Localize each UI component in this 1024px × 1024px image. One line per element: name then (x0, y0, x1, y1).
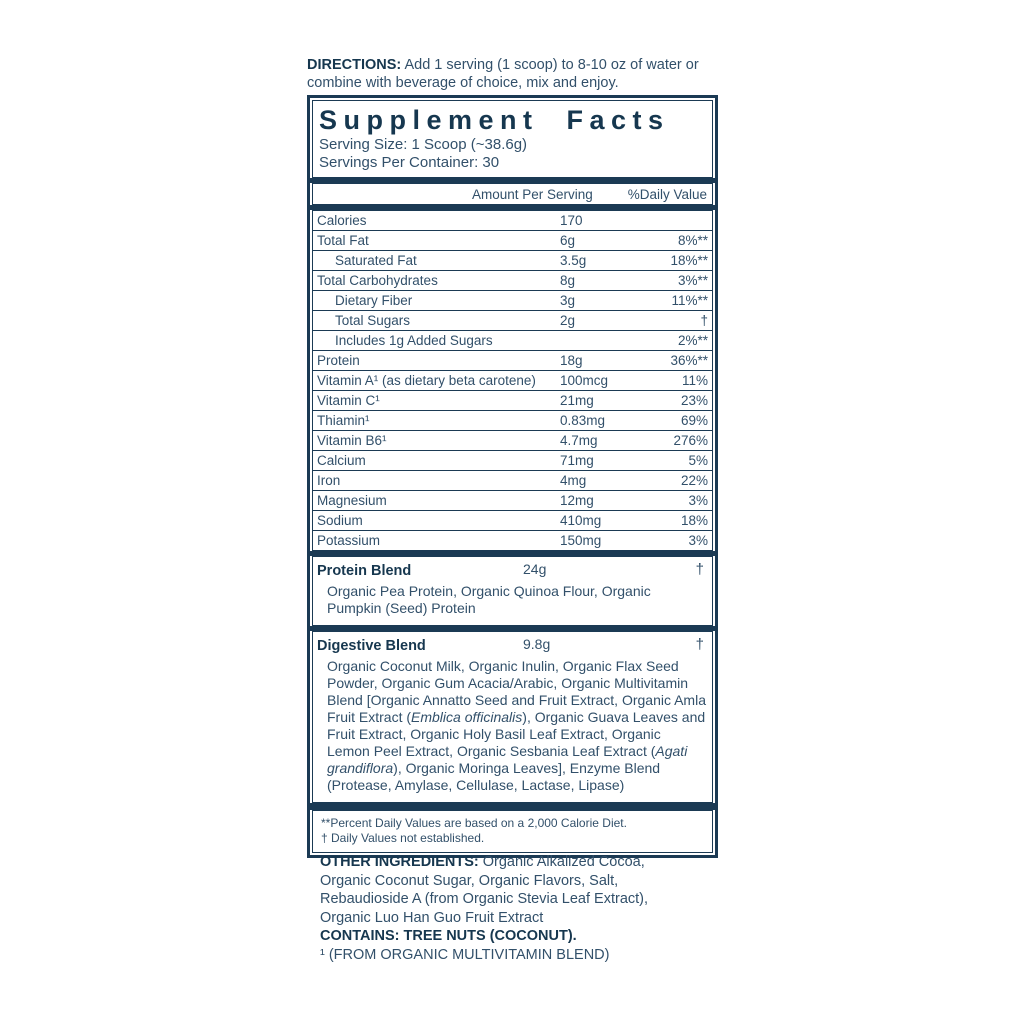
nutrient-amount: 18g (560, 353, 583, 368)
nutrient-daily-value: 11%** (671, 293, 708, 308)
nutrient-name: Dietary Fiber (335, 293, 413, 308)
blend-section (312, 631, 713, 803)
nutrient-daily-value: 22% (680, 473, 708, 488)
nutrient-name: Total Carbohydrates (317, 273, 438, 288)
nutrient-row (313, 211, 712, 231)
nutrient-name: Saturated Fat (335, 253, 417, 268)
blend-name: Protein Blend (317, 563, 412, 579)
blend-amount: 24g (523, 561, 547, 577)
nutrient-daily-value: † (700, 313, 708, 328)
nutrient-daily-value (613, 213, 708, 228)
nutrient-amount: 6g (560, 233, 576, 248)
footnote-line: † Daily Values not established. (321, 831, 485, 845)
nutrient-name: Vitamin B6¹ (317, 433, 387, 448)
nutrient-name: Total Fat (317, 233, 369, 248)
directions-label: DIRECTIONS: (307, 57, 402, 73)
nutrient-name: Vitamin C¹ (317, 393, 380, 408)
nutrient-name: Potassium (317, 533, 381, 548)
nutrient-amount: 3g (560, 293, 576, 308)
supplement-facts-panel (307, 95, 718, 858)
other-ingredients-body: Organic Alkalized Cocoa, Organic Coconut Sugar, Organic Flavors, Salt, Rebaudioside A (from Organic Stevia Leaf Extract), Organic Luo Han Guo Fruit Extract (320, 854, 649, 926)
column-header-daily-value: %Daily Value (627, 187, 707, 202)
divider (310, 803, 715, 810)
directions-text (307, 56, 719, 92)
nutrient-row (313, 511, 712, 531)
serving-size: Serving Size: 1 Scoop (~38.6g) (319, 136, 528, 153)
nutrient-name: Calories (317, 213, 367, 228)
nutrient-daily-value: 8%** (677, 233, 708, 248)
nutrient-table (312, 210, 713, 551)
nutrient-amount: 4.7mg (560, 433, 598, 448)
nutrient-row (313, 271, 712, 291)
blend-heading (317, 561, 706, 581)
nutrient-name: Calcium (317, 453, 366, 468)
nutrient-row (313, 431, 712, 451)
nutrient-row (313, 251, 712, 271)
servings-per-container: Servings Per Container: 30 (319, 154, 500, 171)
nutrient-daily-value: 18% (680, 513, 708, 528)
nutrient-row (313, 231, 712, 251)
nutrient-amount: 100mcg (560, 373, 609, 388)
nutrient-daily-value: 11% (681, 373, 708, 388)
nutrient-name: Magnesium (317, 493, 387, 508)
nutrient-amount (560, 333, 613, 348)
nutrient-row (313, 291, 712, 311)
blend-section (312, 556, 713, 626)
nutrient-daily-value: 5% (688, 453, 708, 468)
footnote-line: **Percent Daily Values are based on a 2,000 Calorie Diet. (321, 816, 627, 830)
nutrient-daily-value: 276% (673, 433, 708, 448)
nutrient-row (313, 311, 712, 331)
nutrient-amount: 21mg (560, 393, 594, 408)
nutrient-name: Includes 1g Added Sugars (335, 333, 493, 348)
directions-body: Add 1 serving (1 scoop) to 8-10 oz of water or combine with beverage of choice, mix and enjoy. (307, 57, 699, 91)
nutrient-name: Vitamin A¹ (as dietary beta carotene) (317, 373, 536, 388)
nutrient-amount: 4mg (560, 473, 587, 488)
nutrient-row (313, 491, 712, 511)
blend-heading (317, 636, 706, 656)
blend-description: Organic Pea Protein, Organic Quinoa Flour, Organic Pumpkin (Seed) Protein (327, 583, 651, 616)
blend-name: Digestive Blend (317, 638, 426, 654)
nutrient-daily-value: 18%** (670, 253, 708, 268)
nutrient-row (313, 391, 712, 411)
nutrient-row (313, 371, 712, 391)
nutrient-amount: 2g (560, 313, 576, 328)
nutrient-daily-value: 23% (680, 393, 708, 408)
contains-statement: CONTAINS: TREE NUTS (COCONUT). (320, 928, 577, 944)
other-ingredients (320, 853, 674, 964)
column-header-amount: Amount Per Serving (472, 187, 593, 202)
multivitamin-footnote: ¹ (FROM ORGANIC MULTIVITAMIN BLEND) (320, 946, 610, 963)
nutrient-amount: 8g (560, 273, 576, 288)
nutrient-row (313, 531, 712, 550)
column-headers (312, 183, 713, 205)
nutrient-name: Iron (317, 473, 341, 488)
other-ingredients-label: OTHER INGREDIENTS: (320, 854, 479, 870)
nutrient-amount: 170 (560, 213, 583, 228)
nutrient-daily-value: 2%** (677, 333, 708, 348)
nutrient-row (313, 331, 712, 351)
nutrient-amount: 150mg (560, 533, 602, 548)
nutrient-name: Thiamin¹ (317, 413, 370, 428)
nutrient-daily-value: 3% (688, 493, 708, 508)
nutrient-amount: 71mg (560, 453, 594, 468)
nutrient-daily-value: 3%** (677, 273, 708, 288)
footnotes-section (312, 810, 713, 853)
nutrient-daily-value: 69% (680, 413, 708, 428)
nutrient-name: Total Sugars (335, 313, 411, 328)
panel-header (312, 100, 713, 178)
nutrient-row (313, 411, 712, 431)
blend-description: Organic Coconut Milk, Organic Inulin, Organic Flax Seed Powder, Organic Gum Acacia/Arabic, Organic Multivitamin Blend [Organic Annatto Seed and Fruit Extract, Organic Amla Fruit Extract (Emblica officinalis), Organic Guava Leaves and Fruit Extract, Organic Holy Basil Leaf Extract, Organic Lemon Peel Extract, Organic Sesbania Leaf Extract (Agati grandiflora), Organic Moringa Leaves], Enzyme Blend (Protease, Amylase, Cellulase, Lactase, Lipase) (327, 658, 706, 793)
nutrient-daily-value: 3% (688, 533, 708, 548)
panel-title: Supplement Facts (319, 105, 670, 135)
nutrient-row (313, 471, 712, 491)
nutrient-amount: 3.5g (560, 253, 587, 268)
blend-daily-value: † (695, 561, 704, 578)
nutrient-amount: 0.83mg (560, 413, 606, 428)
nutrient-name: Protein (317, 353, 360, 368)
nutrient-row (313, 451, 712, 471)
blend-amount: 9.8g (523, 636, 551, 652)
nutrient-amount: 410mg (560, 513, 602, 528)
nutrient-name: Sodium (317, 513, 363, 528)
blend-daily-value: † (695, 636, 704, 653)
nutrient-amount: 12mg (560, 493, 594, 508)
nutrient-row (313, 351, 712, 371)
nutrient-daily-value: 36%** (670, 353, 708, 368)
